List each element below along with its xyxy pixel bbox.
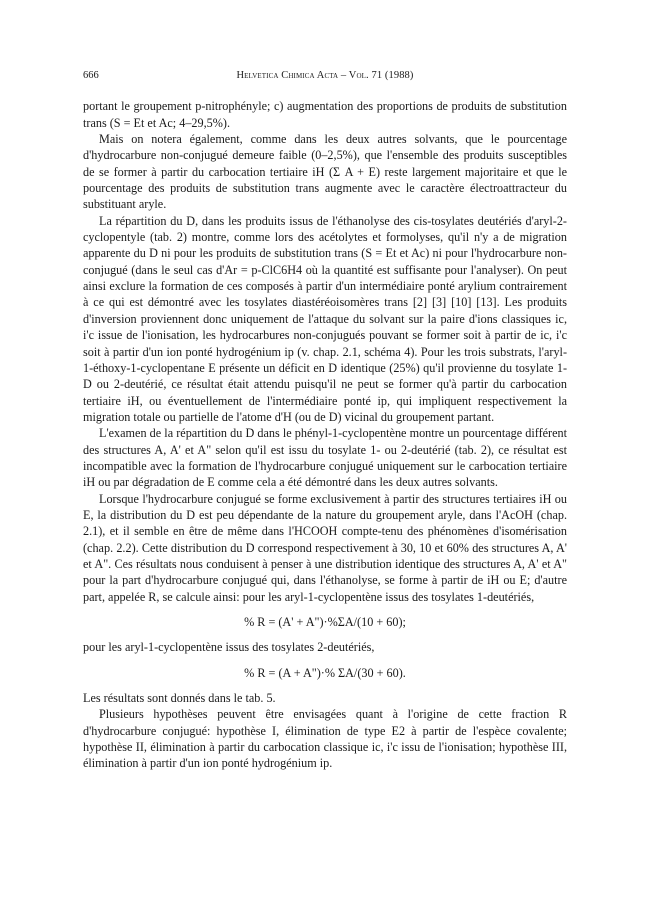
- paragraph-1: portant le groupement p-nitrophényle; c) augmentation des proportions de produits de substitution trans (S = Et et Ac; 4–29,5%).: [83, 99, 567, 130]
- paragraph-7: Les résultats sont donnés dans le tab. 5.: [83, 691, 276, 706]
- page-number: 666: [83, 70, 99, 81]
- journal-title: Helvetica Chimica Acta – Vol. 71 (1988): [236, 70, 414, 81]
- paragraph-3: La répartition du D, dans les produits issus de l'éthanolyse des cis-tosylates deutériés d'aryl-2-cyclopentyle (tab. 2) montre, comme lors des acétolytes et formolyses, qu'il n'y a de migration apparente du D ni pour les produits de substitution trans (S = Et et Ac) ni pour l'hydrocarbure non-conjugué (dans le seul cas d'Ar = p-ClC6H4 où la quantité est suffisante pour l'analyser). On peut ainsi exclure la formation de ces composés à partir d'un intermédiaire ponté arylium contrairement à ce qui est démontré avec les tosylates diastéréoisomères trans [2] [3] [10] [13]. Les produits d'inversion proviennent donc uniquement de l'attaque du solvant sur la paire d'ions classiques ic, i'c issue de l'ionisation, les hydrocarbures non-conjugués pouvant se former soit à partir de ic, i'c soit à partir d'un ion ponté hydrogénium ip (v. chap. 2.1, schéma 4). Pour les trois substrats, l'aryl-1-éthoxy-1-cyclopentane E présente un déficit en D identique (25%) qu'il provienne du tosylate 1-D ou 2-deutérié, ce résultat était attendu puisqu'il ne peut se former qu'à partir du carbocation tertiaire iH, ou éventuellement de l'intermédiaire ponté ip, qui impliquent respectivement la migration totale ou partielle de l'atome d'H (ou de D) vicinal du groupement partant.: [83, 213, 567, 424]
- running-header: [83, 68, 567, 84]
- paragraph-8: Plusieurs hypothèses peuvent être envisagées quant à l'origine de cette fraction R d'hydrocarbure conjugué: hypothèse I, élimination de type E2 à partir de l'espèce covalente; hypothèse II, élimination à partir du carbocation classique ic, i'c issu de l'ionisation; hypothèse III, élimination à partir d'un ion ponté hydrogénium ip.: [83, 707, 567, 771]
- paragraph-4: L'examen de la répartition du D dans le phényl-1-cyclopentène montre un pourcentage différent des structures A, A' et A" selon qu'il est issu du tosylate 1- ou 2-deutérié (tab. 2), ce résultat est incompatible avec la formation de l'hydrocarbure conjugué uniquement sur le carbocation tertiaire iH ou par dégradation de E comme cela a été démontré dans les deux autres solvants.: [83, 426, 567, 490]
- equation-1: % R = (A' + A")·%ΣA/(10 + 60);: [244, 615, 406, 629]
- paper-page: [83, 68, 567, 772]
- paragraph-5: Lorsque l'hydrocarbure conjugué se forme exclusivement à partir des structures tertiaires iH ou E, la distribution du D est peu dépendante de la nature du groupement aryle, dans l'AcOH (chap. 2.1), et il semble en être de même dans l'HCOOH compte-tenu des phénomènes d'isomérisation (chap. 2.2). Cette distribution du D correspond respectivement à 30, 10 et 60% des structures A, A' et A". Ces résultats nous conduisent à penser à une distribution identique des structures A, A' et A" pour la part d'hydrocarbure conjugué qui, dans l'éthanolyse, se forme à partir de iH ou E; d'autre part, appelée R, se calcule ainsi: pour les aryl-1-cyclopentène issus des tosylates 1-deutériés,: [83, 491, 567, 604]
- paragraph-6: pour les aryl-1-cyclopentène issus des tosylates 2-deutériés,: [83, 640, 375, 655]
- paragraph-2: Mais on notera également, comme dans les deux autres solvants, que le pourcentage d'hydrocarbure non-conjugué demeure faible (0–2,5%), que l'ensemble des produits susceptibles de se former à partir du carbocation tertiaire iH (Σ A + E) reste largement majoritaire et que le pourcentage des produits de substitution trans augmente avec le caractère électroattracteur du substituant aryle.: [83, 132, 567, 212]
- equation-2: % R = (A + A")·% ΣA/(30 + 60).: [244, 665, 406, 680]
